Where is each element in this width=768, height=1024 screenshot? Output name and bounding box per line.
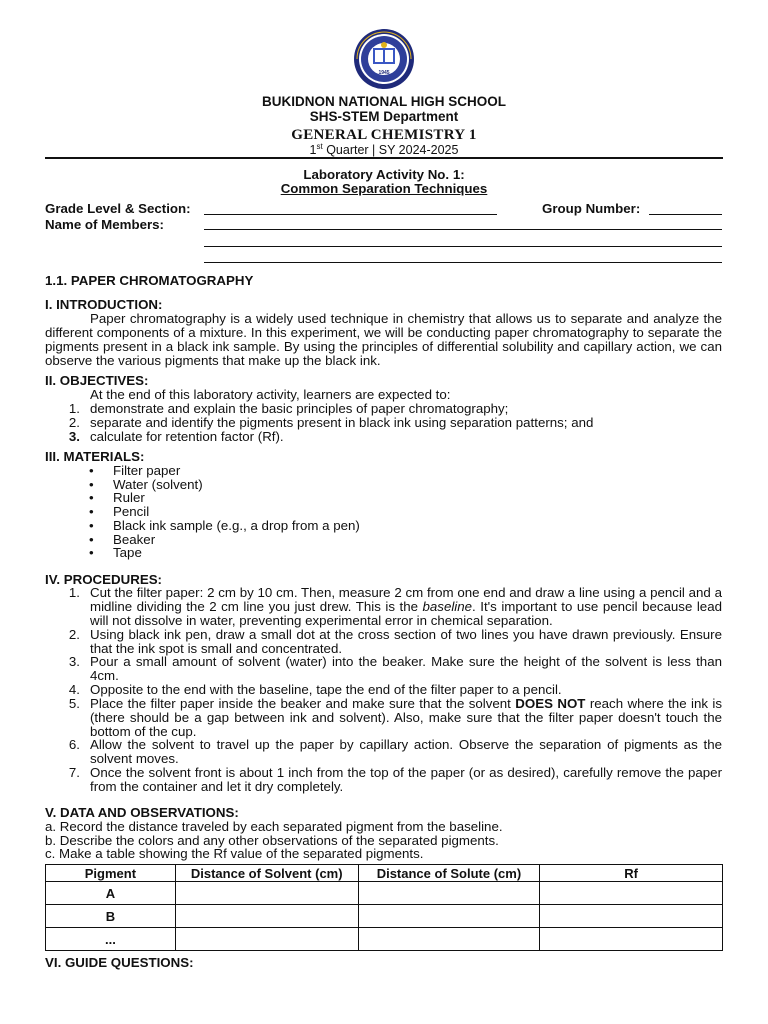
- procedures-heading: IV. PROCEDURES:: [45, 572, 162, 587]
- data-observations-heading: V. DATA AND OBSERVATIONS:: [45, 805, 239, 820]
- intro-paragraph: Paper chromatography is a widely used technique in chemistry that allows us to separate and analyze the different components of a mixture. In this experiment, we will be conducting paper chromatography to separate the pigments present in a black ink sample. By using the principles of differential solubility and capillary action, we can observe the various pigments that make up the black ink.: [45, 311, 722, 368]
- column-header: Distance of Solute (cm): [358, 865, 540, 882]
- data-instruction: b. Describe the colors and any other observations of the separated pigments.: [45, 833, 499, 848]
- solvent-distance-cell[interactable]: [175, 882, 358, 905]
- material-item: Pencil: [113, 504, 150, 519]
- group-number-field[interactable]: [649, 214, 722, 215]
- procedure-step: Once the solvent front is about 1 inch from the top of the paper (or as desired), carefully remove the paper from the container and let it dry completely.: [90, 765, 722, 794]
- members-field-1[interactable]: [204, 229, 722, 230]
- bullet: •: [89, 532, 94, 547]
- objective-item: calculate for retention factor (Rf).: [90, 429, 284, 444]
- bullet: •: [89, 518, 94, 533]
- pigment-cell: A: [46, 882, 176, 905]
- materials-heading: III. MATERIALS:: [45, 449, 145, 464]
- solvent-distance-cell[interactable]: [175, 905, 358, 928]
- bullet: •: [89, 545, 94, 560]
- department-name: SHS-STEM Department: [309, 109, 459, 124]
- material-item: Tape: [113, 545, 142, 560]
- column-header: Rf: [540, 865, 723, 882]
- rf-cell[interactable]: [540, 928, 723, 951]
- activity-subtitle: Common Separation Techniques: [280, 181, 488, 196]
- school-seal-logo: [337, 28, 431, 90]
- material-item: Black ink sample (e.g., a drop from a pen): [113, 518, 360, 533]
- members-field-2[interactable]: [204, 246, 722, 247]
- rf-cell[interactable]: [540, 905, 723, 928]
- procedure-number: 3.: [68, 654, 80, 669]
- procedure-step: Opposite to the end with the baseline, tape the end of the filter paper to a pencil.: [90, 682, 562, 697]
- procedure-number: 6.: [68, 737, 80, 752]
- header-divider: [45, 157, 723, 159]
- bullet: •: [89, 463, 94, 478]
- school-name: BUKIDNON NATIONAL HIGH SCHOOL: [262, 94, 506, 109]
- material-item: Ruler: [113, 490, 145, 505]
- objectives-lead: At the end of this laboratory activity, learners are expected to:: [90, 387, 451, 402]
- pigment-cell: B: [46, 905, 176, 928]
- procedure-step: Pour a small amount of solvent (water) into the beaker. Make sure the height of the solvent is less than 4cm.: [90, 654, 722, 683]
- members-field-3[interactable]: [204, 262, 722, 263]
- group-number-label: Group Number:: [542, 201, 641, 216]
- procedure-step: Allow the solvent to travel up the paper by capillary action. Observe the separation of pigments as the solvent moves.: [90, 737, 722, 766]
- objectives-heading: II. OBJECTIVES:: [45, 373, 149, 388]
- data-instruction: c. Make a table showing the Rf value of the separated pigments.: [45, 846, 424, 861]
- table-row: [46, 905, 723, 928]
- solute-distance-cell[interactable]: [358, 882, 540, 905]
- objective-item: demonstrate and explain the basic principles of paper chromatography;: [90, 401, 509, 416]
- table-row: [46, 928, 723, 951]
- activity-title: Laboratory Activity No. 1:: [303, 167, 465, 182]
- objective-number: 3.: [68, 429, 80, 444]
- bullet: •: [89, 504, 94, 519]
- table-header-row: [46, 865, 723, 882]
- procedure-number: 2.: [68, 627, 80, 642]
- guide-questions-heading: VI. GUIDE QUESTIONS:: [45, 955, 194, 970]
- material-item: Water (solvent): [113, 477, 203, 492]
- bullet: •: [89, 477, 94, 492]
- procedure-number: 5.: [68, 696, 80, 711]
- solute-distance-cell[interactable]: [358, 905, 540, 928]
- procedure-number: 7.: [68, 765, 80, 780]
- intro-heading: I. INTRODUCTION:: [45, 297, 163, 312]
- rf-data-table: [45, 864, 723, 951]
- svg-text:1945: 1945: [378, 70, 390, 76]
- table-row: [46, 882, 723, 905]
- bullet: •: [89, 490, 94, 505]
- members-label: Name of Members:: [45, 217, 164, 232]
- procedure-number: 1.: [68, 585, 80, 600]
- solute-distance-cell[interactable]: [358, 928, 540, 951]
- data-instruction: a. Record the distance traveled by each separated pigment from the baseline.: [45, 819, 503, 834]
- objective-number: 2.: [68, 415, 80, 430]
- pigment-cell: ...: [46, 928, 176, 951]
- column-header: Pigment: [46, 865, 176, 882]
- material-item: Filter paper: [113, 463, 181, 478]
- objective-number: 1.: [68, 401, 80, 416]
- subject-title: GENERAL CHEMISTRY 1: [291, 127, 477, 143]
- procedure-step: Using black ink pen, draw a small dot at the cross section of two lines you have drawn previously. Ensure that the ink spot is small and concentrated.: [90, 627, 722, 656]
- procedure-step: Place the filter paper inside the beaker and make sure that the solvent DOES NOT reach where the ink is (there should be a gap between ink and solvent). Also, make sure that the filter paper doesn't touch the bottom of the cup.: [90, 696, 722, 739]
- grade-section-label: Grade Level & Section:: [45, 201, 191, 216]
- quarter-line: 1st Quarter | SY 2024-2025: [309, 142, 459, 158]
- grade-section-field[interactable]: [204, 214, 497, 215]
- procedure-number: 4.: [68, 682, 80, 697]
- rf-cell[interactable]: [540, 882, 723, 905]
- objective-item: separate and identify the pigments present in black ink using separation patterns; and: [90, 415, 594, 430]
- section-heading-paper-chromatography: 1.1. PAPER CHROMATOGRAPHY: [45, 273, 254, 288]
- material-item: Beaker: [113, 532, 156, 547]
- procedure-step: Cut the filter paper: 2 cm by 10 cm. Then, measure 2 cm from one end and draw a line using a pencil and a midline dividing the 2 cm line you just drew. This is the baseline. It's important to use pencil because lead will not dissolve in water, preventing experimental error in chemical separation.: [90, 585, 722, 628]
- solvent-distance-cell[interactable]: [175, 928, 358, 951]
- column-header: Distance of Solvent (cm): [175, 865, 358, 882]
